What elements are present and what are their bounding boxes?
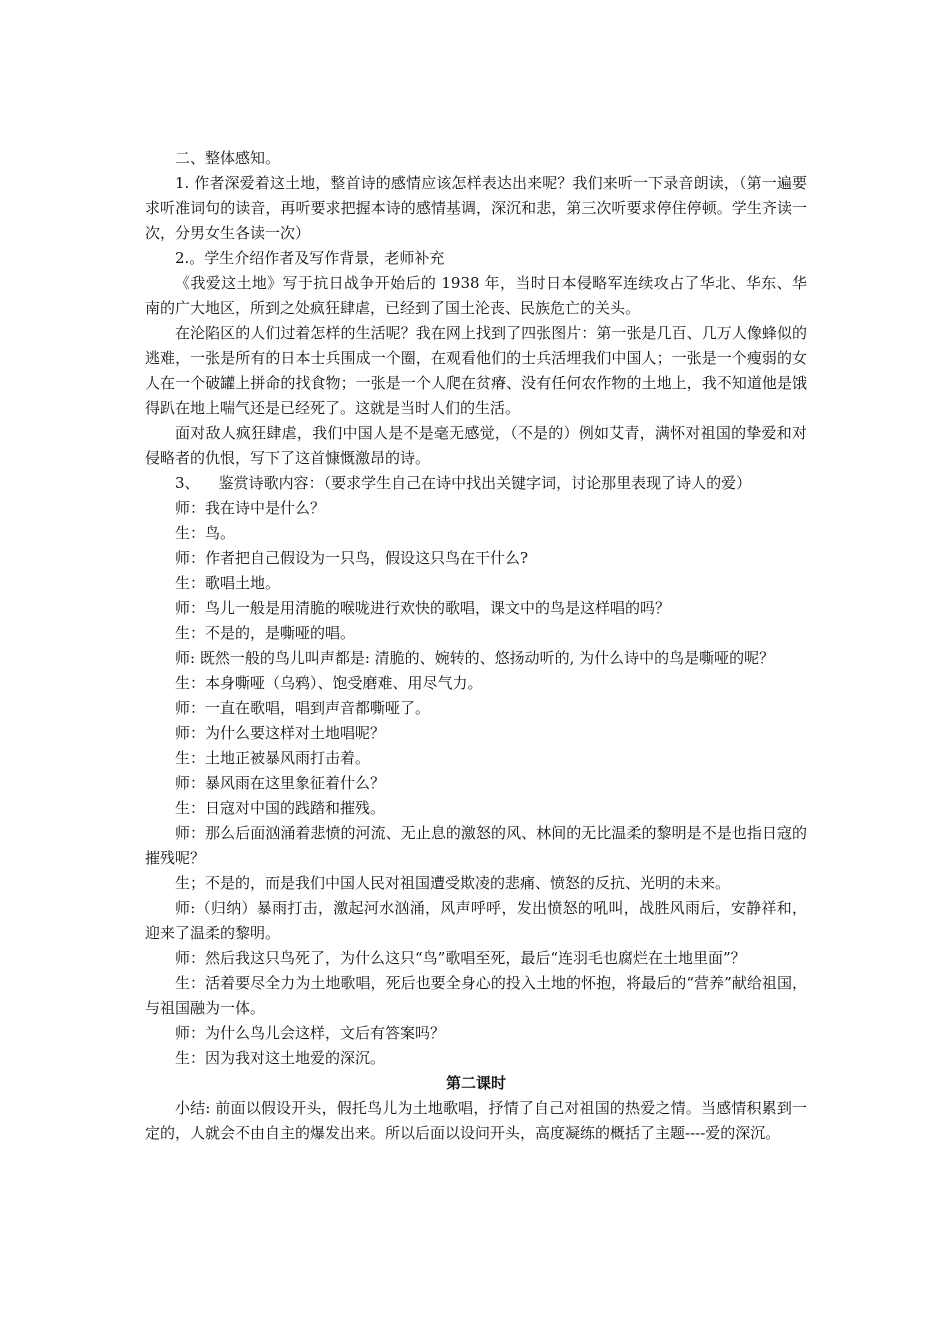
paragraph: 面对敌人疯狂肆虐，我们中国人是不是毫无感觉，（不是的）例如艾青，满怀对祖国的挚爱和对侵略者的仇恨，写下了这首慷慨激昂的诗。 (145, 424, 807, 467)
dialogue-line: 师：然后我这只鸟死了，为什么这只“鸟”歌唱至死，最后“连羽毛也腐烂在土地里面”？ (175, 949, 746, 967)
paragraph: 在沦陷区的人们过着怎样的生活呢？我在网上找到了四张图片：第一张是几百、几万人像蜂似的逃难，一张是所有的日本士兵围成一个圈，在观看他们的士兵活埋我们中国人；一张是一个瘦弱的女人在一个破罐上拼命的找食物；一张是一个人爬在贫瘠、没有任何农作物的土地上，我不知道他是饿得趴在地上喘气还是已经死了。这就是当时人们的生活。 (145, 324, 807, 417)
dialogue-line: 师：一直在歌唱，唱到声音都嘶哑了。 (175, 699, 431, 717)
dialogue-line: 师：那么后面汹涌着悲愤的河流、无止息的激怒的风、林间的无比温柔的黎明是不是也指日寇的摧残呢？ (145, 824, 807, 867)
paragraph: 3、 鉴赏诗歌内容：（要求学生自己在诗中找出关键字词，讨论那里表现了诗人的爱） (175, 474, 752, 492)
dialogue-line: 师：为什么要这样对土地唱呢？ (175, 724, 386, 742)
dialogue-line: 师：暴风雨在这里象征着什么？ (175, 774, 386, 792)
section-heading: 第二课时 (445, 1074, 506, 1092)
dialogue-line: 生：本身嘶哑（乌鸦）、饱受磨难、用尽气力。 (175, 674, 483, 692)
dialogue-line: 生：不是的，是嘶哑的唱。 (175, 624, 356, 642)
document-page (145, 146, 807, 1146)
dialogue-line: 生：鸟。 (175, 524, 236, 542)
dialogue-line: 生；不是的，而是我们中国人民对祖国遭受欺凌的悲痛、愤怒的反抗、光明的未来。 (175, 874, 731, 892)
dialogue-line: 师: 既然一般的鸟儿叫声都是: 清脆的、婉转的、悠扬动听的, 为什么诗中的鸟是嘶哑的呢？ (175, 649, 775, 667)
dialogue-line: 师：为什么鸟儿会这样，文后有答案吗？ (175, 1024, 446, 1042)
dialogue-line: 师：鸟儿一般是用清脆的喉咙进行欢快的歌唱，课文中的鸟是这样唱的吗？ (175, 599, 671, 617)
dialogue-line: 生：歌唱土地。 (175, 574, 281, 592)
dialogue-line: 生：活着要尽全力为土地歌唱，死后也要全身心的投入土地的怀抱，将最后的“营养”献给祖国，与祖国融为一体。 (145, 974, 807, 1017)
dialogue-line: 生：因为我对这土地爱的深沉。 (175, 1049, 386, 1067)
summary-paragraph: 小结: 前面以假设开头，假托鸟儿为土地歌唱，抒情了自己对祖国的热爱之情。当感情积累到一定的，人就会不由自主的爆发出来。所以后面以设问开头，高度凝练的概括了主题----爱的深沉。 (145, 1099, 807, 1142)
dialogue-line: 生：土地正被暴风雨打击着。 (175, 749, 371, 767)
paragraph: 2.。学生介绍作者及写作背景，老师补充 (175, 249, 445, 267)
paragraph: 二、整体感知。 (175, 149, 281, 167)
dialogue-line: 师：作者把自己假设为一只鸟，假设这只鸟在干什么? (175, 549, 529, 567)
paragraph: 《我爱这土地》写于抗日战争开始后的 1938 年，当时日本侵略军连续攻占了华北、华东、华南的广大地区，所到之处疯狂肆虐，已经到了国土沦丧、民族危亡的关头。 (145, 274, 807, 317)
paragraph: 1. 作者深爱着这土地，整首诗的感情应该怎样表达出来呢？我们来听一下录音朗读，（第一遍要求听准词句的读音，再听要求把握本诗的感情基调，深沉和悲，第三次听要求停住停顿。学生齐读一次，分男女生各读一次） (145, 174, 807, 242)
dialogue-line: 生：日寇对中国的践踏和摧残。 (175, 799, 386, 817)
dialogue-line: 师：我在诗中是什么？ (175, 499, 326, 517)
dialogue-line: 师:（归纳）暴雨打击，激起河水汹涌，风声呼呼，发出愤怒的吼叫，战胜风雨后，安静祥和，迎来了温柔的黎明。 (145, 899, 807, 942)
